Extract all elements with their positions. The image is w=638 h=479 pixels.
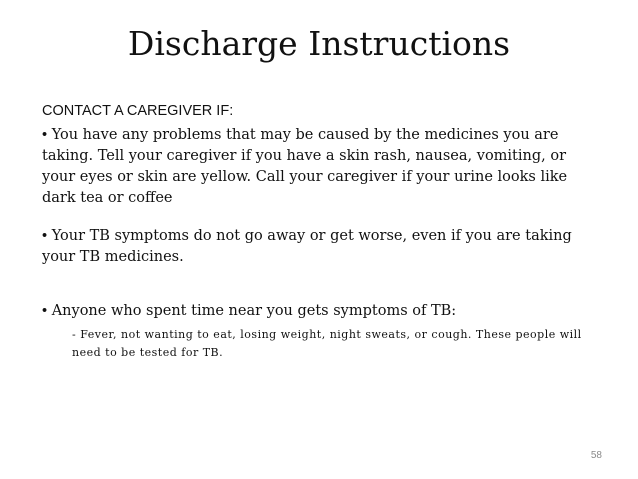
page-number: 58: [590, 450, 602, 461]
bullet-mark: •: [42, 127, 48, 143]
sub-bullet-symptom-list: - Fever, not wanting to eat, losing weight, night sweats, or cough. These people will need to be tested for TB.: [72, 328, 582, 359]
bullet-text: Anyone who spent time near you gets symptoms of TB:: [51, 303, 457, 319]
bullet-mark: •: [42, 228, 48, 244]
slide-content: [42, 101, 602, 362]
slide-title: Discharge Instructions: [127, 24, 511, 63]
bullet-text: You have any problems that may be caused by the medicines you are taking. Tell your caregiver if you have a skin rash, nausea, vomiting, or your eyes or skin are yellow. Call your caregiver if your urine looks like dark tea or coffee: [42, 127, 568, 206]
bullet-item-contacts-symptoms: [42, 301, 602, 322]
bullet-text: Your TB symptoms do not go away or get worse, even if you are taking your TB medicines.: [42, 228, 572, 265]
bullet-item-tb-symptoms: [42, 226, 602, 268]
section-heading: CONTACT A CAREGIVER IF:: [42, 103, 234, 119]
bullet-item-medicine-problems: [42, 125, 602, 209]
bullet-mark: •: [42, 303, 48, 319]
